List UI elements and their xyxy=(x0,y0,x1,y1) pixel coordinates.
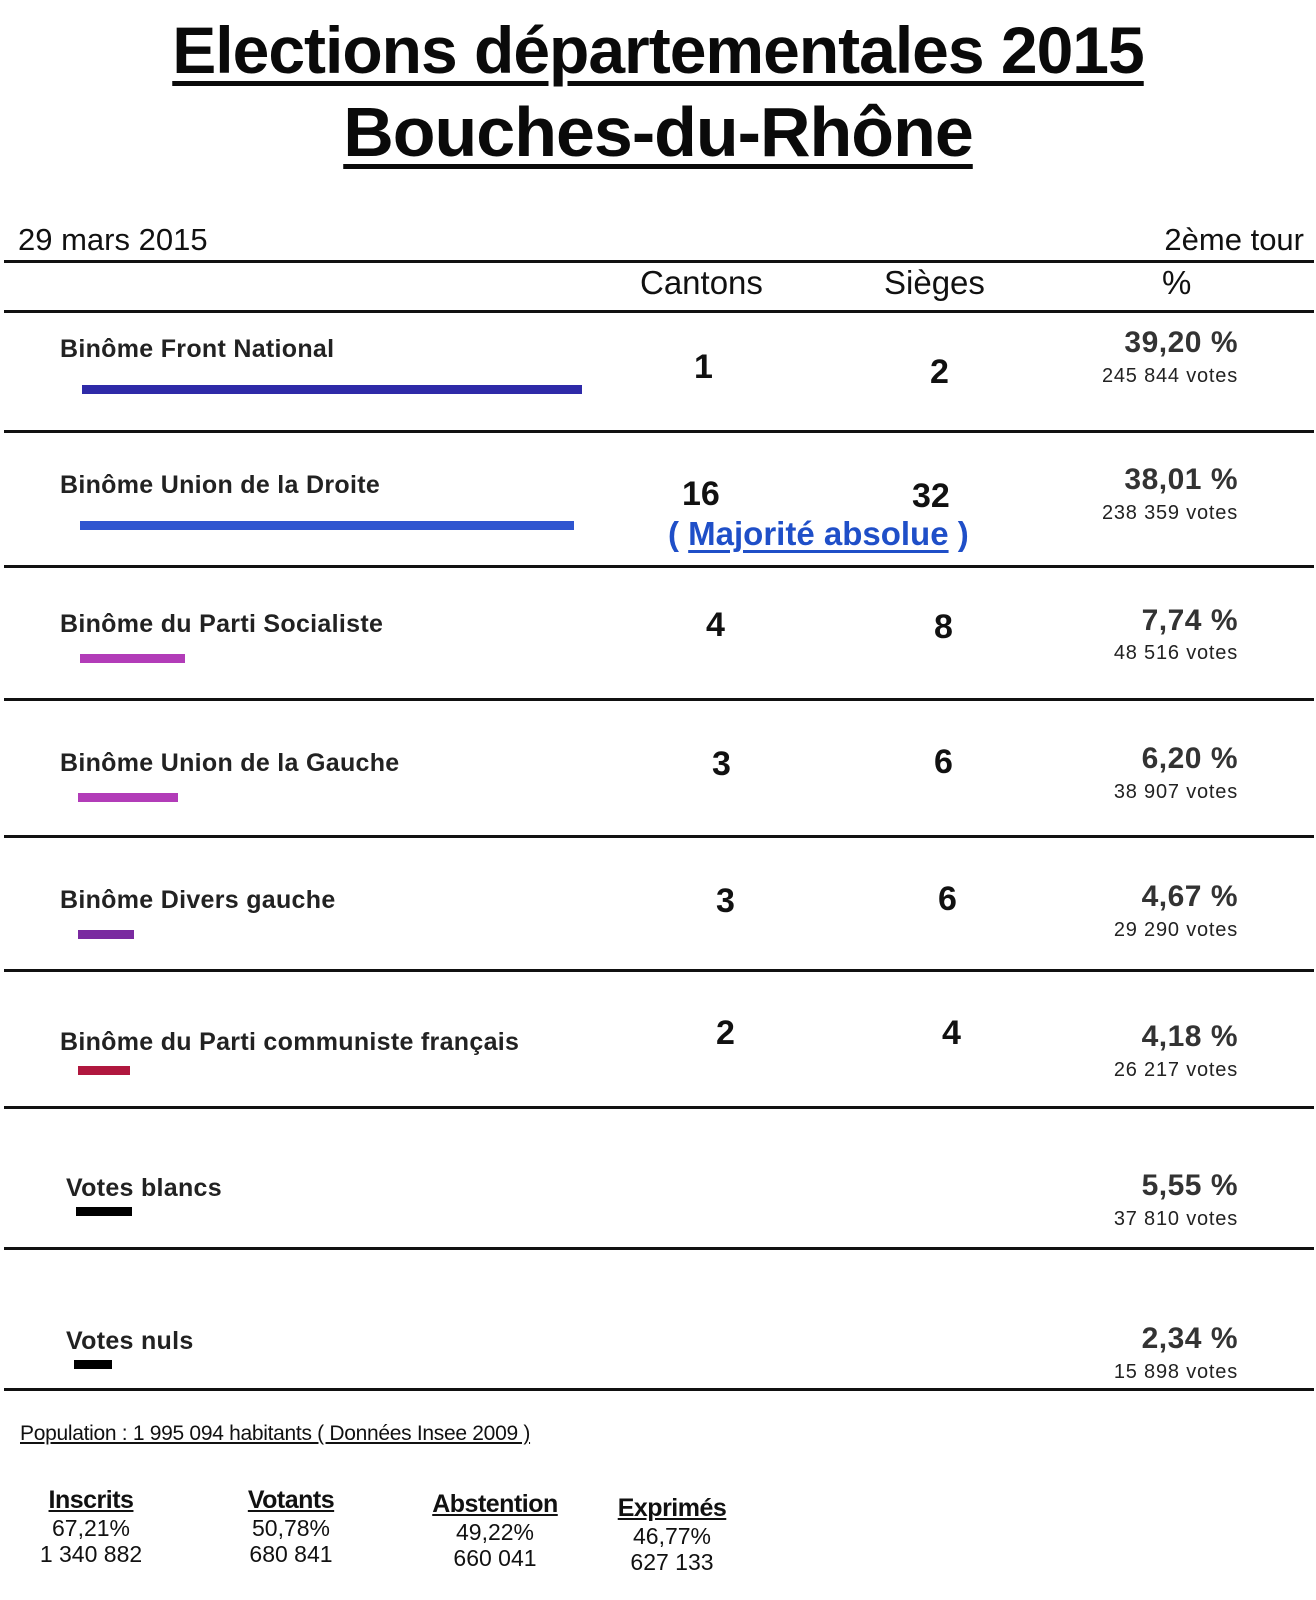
stat-percent: 49,22% xyxy=(455,1519,534,1545)
percent-value: 6,20 % xyxy=(1141,742,1238,775)
cantons-value: 2 xyxy=(716,1014,735,1052)
column-header-percent: % xyxy=(1162,264,1192,301)
election-round: 2ème tour xyxy=(1164,222,1304,257)
percent-value: 5,55 % xyxy=(1141,1169,1238,1202)
cantons-value: 4 xyxy=(706,606,725,644)
stat-percent: 46,77% xyxy=(632,1523,711,1549)
result-row-votes-blancs xyxy=(0,1109,1316,1249)
stat-votants xyxy=(236,1486,346,1567)
percent-value: 7,74 % xyxy=(1141,604,1238,637)
party-color-bar xyxy=(82,385,582,394)
cantons-value: 1 xyxy=(694,348,713,386)
sieges-value: 32 xyxy=(912,477,950,515)
table-bottom-rule xyxy=(4,1388,1314,1391)
percent-value: 2,34 % xyxy=(1141,1322,1238,1355)
column-header-cantons: Cantons xyxy=(640,264,763,301)
stat-count: 1 340 882 xyxy=(39,1541,143,1567)
sieges-value: 8 xyxy=(934,608,953,646)
stat-count: 627 133 xyxy=(630,1549,714,1575)
party-color-bar xyxy=(80,654,185,663)
stat-count: 680 841 xyxy=(249,1541,333,1567)
party-name: Binôme du Parti Socialiste xyxy=(60,610,384,638)
stat-label: Inscrits xyxy=(48,1486,134,1514)
header-rule xyxy=(4,260,1314,263)
election-date: 29 mars 2015 xyxy=(18,222,208,257)
page-title: Elections départementales 2015 xyxy=(172,13,1144,87)
page-subtitle: Bouches-du-Rhône xyxy=(343,93,973,171)
votes-value: 37 810 votes xyxy=(1113,1208,1238,1230)
cantons-value: 16 xyxy=(682,475,720,513)
result-row-parti-socialiste xyxy=(0,568,1316,700)
votes-value: 26 217 votes xyxy=(1113,1059,1238,1081)
stat-percent: 50,78% xyxy=(251,1515,330,1541)
party-name: Binôme Divers gauche xyxy=(60,886,336,914)
stat-abstention xyxy=(430,1490,560,1571)
stat-label: Abstention xyxy=(432,1490,558,1518)
party-color-bar xyxy=(78,930,134,939)
stat-percent: 67,21% xyxy=(51,1515,130,1541)
column-header-sieges: Sièges xyxy=(884,264,985,301)
party-name: Binôme Union de la Gauche xyxy=(60,749,400,777)
party-color-bar xyxy=(74,1360,112,1369)
votes-value: 15 898 votes xyxy=(1113,1361,1238,1383)
sieges-value: 4 xyxy=(942,1014,961,1052)
percent-value: 4,18 % xyxy=(1141,1020,1238,1053)
votes-value: 48 516 votes xyxy=(1113,642,1238,664)
result-row-parti-communiste xyxy=(0,972,1316,1107)
majority-note: ( Majorité absolue ) xyxy=(668,515,969,552)
percent-value: 39,20 % xyxy=(1124,326,1238,359)
stat-count: 660 041 xyxy=(453,1545,537,1571)
stat-inscrits xyxy=(36,1486,146,1567)
percent-value: 38,01 % xyxy=(1124,463,1238,496)
party-color-bar xyxy=(78,793,178,802)
stat-exprimes xyxy=(614,1494,730,1575)
result-row-divers-gauche xyxy=(0,838,1316,971)
votes-value: 29 290 votes xyxy=(1113,919,1238,941)
party-color-bar xyxy=(78,1066,130,1075)
result-row-union-gauche xyxy=(0,701,1316,836)
party-name: Binôme Front National xyxy=(60,335,335,363)
cantons-value: 3 xyxy=(716,882,735,920)
party-name: Votes nuls xyxy=(66,1327,194,1355)
votes-value: 245 844 votes xyxy=(1101,365,1238,387)
result-row-union-droite xyxy=(0,433,1316,566)
sieges-value: 6 xyxy=(938,880,957,918)
party-color-bar xyxy=(80,521,574,530)
party-name: Votes blancs xyxy=(66,1174,222,1202)
population-note: Population : 1 995 094 habitants ( Données Insee 2009 ) xyxy=(20,1422,531,1445)
sieges-value: 6 xyxy=(934,743,953,781)
stat-label: Votants xyxy=(247,1486,335,1514)
stat-label: Exprimés xyxy=(617,1494,727,1522)
cantons-value: 3 xyxy=(712,745,731,783)
party-color-bar xyxy=(76,1207,132,1216)
result-row-votes-nuls xyxy=(0,1250,1316,1390)
sieges-value: 2 xyxy=(930,353,949,391)
votes-value: 238 359 votes xyxy=(1101,502,1238,524)
result-row-front-national xyxy=(0,313,1316,430)
percent-value: 4,67 % xyxy=(1141,880,1238,913)
votes-value: 38 907 votes xyxy=(1113,781,1238,803)
party-name: Binôme Union de la Droite xyxy=(60,471,381,499)
party-name: Binôme du Parti communiste français xyxy=(60,1028,520,1056)
